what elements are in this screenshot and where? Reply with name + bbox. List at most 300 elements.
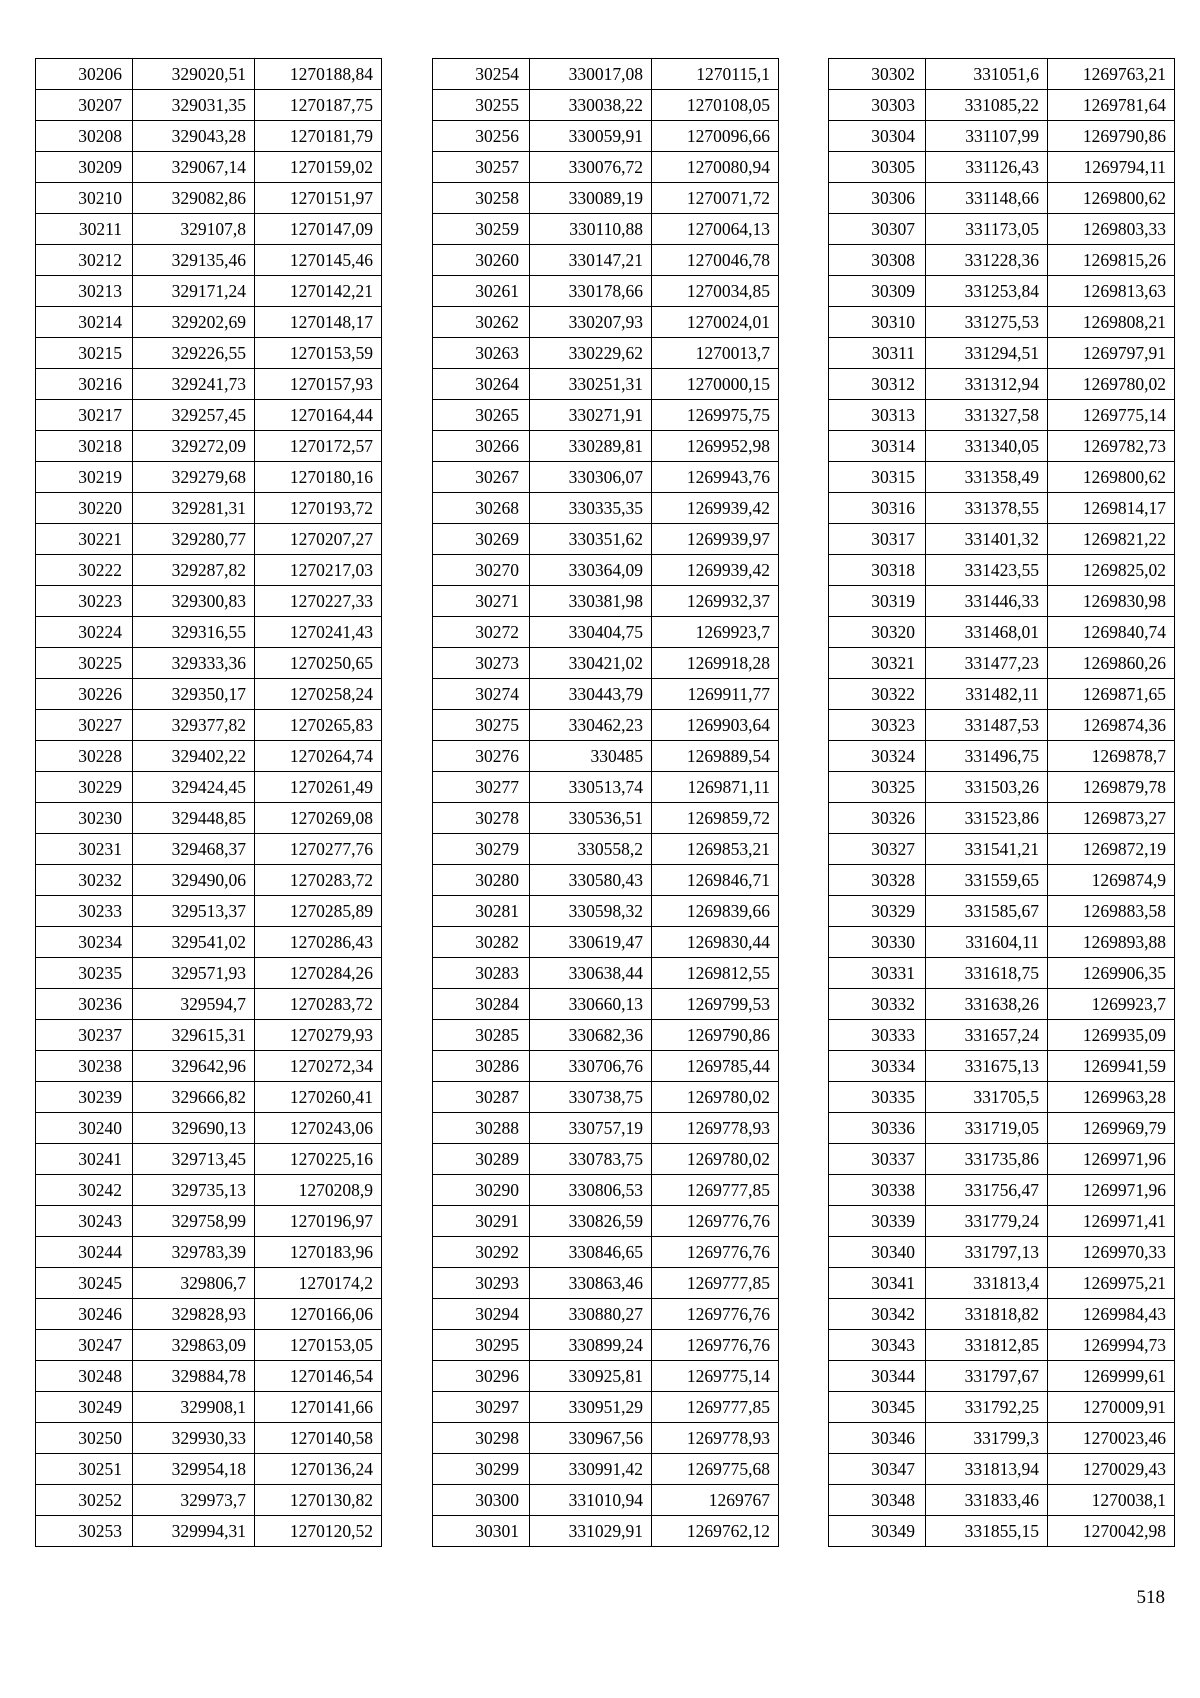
y-coordinate-cell: 1270269,08 <box>255 803 382 834</box>
table-row <box>433 1144 779 1175</box>
point-number-cell: 30344 <box>829 1361 926 1392</box>
x-coordinate-cell: 331275,53 <box>926 307 1048 338</box>
table-row <box>829 834 1175 865</box>
point-number-cell: 30231 <box>36 834 133 865</box>
table-row <box>829 493 1175 524</box>
point-number-cell: 30261 <box>433 276 530 307</box>
y-coordinate-cell: 1270115,1 <box>652 59 779 90</box>
table-row <box>433 1113 779 1144</box>
x-coordinate-cell: 331051,6 <box>926 59 1048 90</box>
point-number-cell: 30249 <box>36 1392 133 1423</box>
x-coordinate-cell: 329333,36 <box>133 648 255 679</box>
x-coordinate-cell: 330178,66 <box>530 276 652 307</box>
point-number-cell: 30303 <box>829 90 926 121</box>
x-coordinate-cell: 329257,45 <box>133 400 255 431</box>
table-row <box>36 369 382 400</box>
point-number-cell: 30242 <box>36 1175 133 1206</box>
table-row <box>829 462 1175 493</box>
table-row <box>433 1330 779 1361</box>
table-row <box>36 307 382 338</box>
table-row <box>36 1268 382 1299</box>
table-row <box>829 245 1175 276</box>
y-coordinate-cell: 1269778,93 <box>652 1113 779 1144</box>
table-row <box>829 1113 1175 1144</box>
x-coordinate-cell: 329031,35 <box>133 90 255 121</box>
y-coordinate-cell: 1270174,2 <box>255 1268 382 1299</box>
point-number-cell: 30308 <box>829 245 926 276</box>
x-coordinate-cell: 330880,27 <box>530 1299 652 1330</box>
x-coordinate-cell: 329377,82 <box>133 710 255 741</box>
table-row <box>36 59 382 90</box>
point-number-cell: 30335 <box>829 1082 926 1113</box>
y-coordinate-cell: 1269879,78 <box>1048 772 1175 803</box>
y-coordinate-cell: 1270187,75 <box>255 90 382 121</box>
table-row <box>36 1206 382 1237</box>
y-coordinate-cell: 1270153,59 <box>255 338 382 369</box>
x-coordinate-cell: 331010,94 <box>530 1485 652 1516</box>
table-row <box>829 1020 1175 1051</box>
y-coordinate-cell: 1270013,7 <box>652 338 779 369</box>
table-row <box>36 1113 382 1144</box>
x-coordinate-cell: 330038,22 <box>530 90 652 121</box>
point-number-cell: 30291 <box>433 1206 530 1237</box>
table-row <box>36 1454 382 1485</box>
x-coordinate-cell: 330251,31 <box>530 369 652 400</box>
table-row <box>829 90 1175 121</box>
table-row <box>829 1144 1175 1175</box>
y-coordinate-cell: 1270024,01 <box>652 307 779 338</box>
y-coordinate-cell: 1269830,44 <box>652 927 779 958</box>
y-coordinate-cell: 1269860,26 <box>1048 648 1175 679</box>
x-coordinate-cell: 331228,36 <box>926 245 1048 276</box>
point-number-cell: 30217 <box>36 400 133 431</box>
point-number-cell: 30276 <box>433 741 530 772</box>
y-coordinate-cell: 1270258,24 <box>255 679 382 710</box>
table-row <box>36 1237 382 1268</box>
table-row <box>829 400 1175 431</box>
table-row <box>433 1516 779 1547</box>
y-coordinate-cell: 1270145,46 <box>255 245 382 276</box>
point-number-cell: 30244 <box>36 1237 133 1268</box>
point-number-cell: 30285 <box>433 1020 530 1051</box>
table-row <box>36 400 382 431</box>
x-coordinate-cell: 330783,75 <box>530 1144 652 1175</box>
y-coordinate-cell: 1269782,73 <box>1048 431 1175 462</box>
x-coordinate-cell: 331487,53 <box>926 710 1048 741</box>
table-row <box>829 958 1175 989</box>
table-row <box>433 1175 779 1206</box>
y-coordinate-cell: 1270000,15 <box>652 369 779 400</box>
x-coordinate-cell: 329828,93 <box>133 1299 255 1330</box>
point-number-cell: 30338 <box>829 1175 926 1206</box>
point-number-cell: 30230 <box>36 803 133 834</box>
x-coordinate-cell: 330076,72 <box>530 152 652 183</box>
x-coordinate-cell: 331446,33 <box>926 586 1048 617</box>
y-coordinate-cell: 1270009,91 <box>1048 1392 1175 1423</box>
y-coordinate-cell: 1269893,88 <box>1048 927 1175 958</box>
y-coordinate-cell: 1269939,42 <box>652 555 779 586</box>
y-coordinate-cell: 1270038,1 <box>1048 1485 1175 1516</box>
y-coordinate-cell: 1270180,16 <box>255 462 382 493</box>
x-coordinate-cell: 329642,96 <box>133 1051 255 1082</box>
point-number-cell: 30277 <box>433 772 530 803</box>
x-coordinate-cell: 329402,22 <box>133 741 255 772</box>
point-number-cell: 30226 <box>36 679 133 710</box>
point-number-cell: 30271 <box>433 586 530 617</box>
table-row <box>829 1206 1175 1237</box>
x-coordinate-cell: 330147,21 <box>530 245 652 276</box>
x-coordinate-cell: 329272,09 <box>133 431 255 462</box>
y-coordinate-cell: 1269883,58 <box>1048 896 1175 927</box>
coordinates-table-1 <box>35 58 382 1547</box>
y-coordinate-cell: 1270243,06 <box>255 1113 382 1144</box>
table-row <box>36 927 382 958</box>
point-number-cell: 30296 <box>433 1361 530 1392</box>
table-row <box>433 679 779 710</box>
y-coordinate-cell: 1270146,54 <box>255 1361 382 1392</box>
point-number-cell: 30255 <box>433 90 530 121</box>
x-coordinate-cell: 331719,05 <box>926 1113 1048 1144</box>
point-number-cell: 30336 <box>829 1113 926 1144</box>
x-coordinate-cell: 329043,28 <box>133 121 255 152</box>
table-row <box>433 1082 779 1113</box>
y-coordinate-cell: 1269790,86 <box>1048 121 1175 152</box>
x-coordinate-cell: 331735,86 <box>926 1144 1048 1175</box>
point-number-cell: 30323 <box>829 710 926 741</box>
y-coordinate-cell: 1269830,98 <box>1048 586 1175 617</box>
point-number-cell: 30307 <box>829 214 926 245</box>
point-number-cell: 30334 <box>829 1051 926 1082</box>
x-coordinate-cell: 330598,32 <box>530 896 652 927</box>
x-coordinate-cell: 331327,58 <box>926 400 1048 431</box>
x-coordinate-cell: 329135,46 <box>133 245 255 276</box>
table-row <box>36 493 382 524</box>
table-row <box>36 121 382 152</box>
y-coordinate-cell: 1269963,28 <box>1048 1082 1175 1113</box>
table-row <box>433 586 779 617</box>
table-row <box>36 1144 382 1175</box>
point-number-cell: 30325 <box>829 772 926 803</box>
point-number-cell: 30235 <box>36 958 133 989</box>
x-coordinate-cell: 329202,69 <box>133 307 255 338</box>
y-coordinate-cell: 1269778,93 <box>652 1423 779 1454</box>
table-row <box>433 307 779 338</box>
point-number-cell: 30348 <box>829 1485 926 1516</box>
point-number-cell: 30239 <box>36 1082 133 1113</box>
x-coordinate-cell: 329541,02 <box>133 927 255 958</box>
x-coordinate-cell: 330967,56 <box>530 1423 652 1454</box>
y-coordinate-cell: 1270193,72 <box>255 493 382 524</box>
point-number-cell: 30232 <box>36 865 133 896</box>
x-coordinate-cell: 329513,37 <box>133 896 255 927</box>
x-coordinate-cell: 330513,74 <box>530 772 652 803</box>
x-coordinate-cell: 331855,15 <box>926 1516 1048 1547</box>
point-number-cell: 30298 <box>433 1423 530 1454</box>
x-coordinate-cell: 331523,86 <box>926 803 1048 834</box>
point-number-cell: 30268 <box>433 493 530 524</box>
y-coordinate-cell: 1270071,72 <box>652 183 779 214</box>
y-coordinate-cell: 1269906,35 <box>1048 958 1175 989</box>
table-row <box>829 121 1175 152</box>
point-number-cell: 30264 <box>433 369 530 400</box>
point-number-cell: 30222 <box>36 555 133 586</box>
y-coordinate-cell: 1270029,43 <box>1048 1454 1175 1485</box>
table-row <box>829 555 1175 586</box>
point-number-cell: 30221 <box>36 524 133 555</box>
x-coordinate-cell: 331253,84 <box>926 276 1048 307</box>
x-coordinate-cell: 330110,88 <box>530 214 652 245</box>
x-coordinate-cell: 331482,11 <box>926 679 1048 710</box>
y-coordinate-cell: 1270261,49 <box>255 772 382 803</box>
point-number-cell: 30207 <box>36 90 133 121</box>
x-coordinate-cell: 331604,11 <box>926 927 1048 958</box>
x-coordinate-cell: 331294,51 <box>926 338 1048 369</box>
x-coordinate-cell: 331657,24 <box>926 1020 1048 1051</box>
y-coordinate-cell: 1269775,14 <box>1048 400 1175 431</box>
x-coordinate-cell: 331496,75 <box>926 741 1048 772</box>
x-coordinate-cell: 329666,82 <box>133 1082 255 1113</box>
y-coordinate-cell: 1270207,27 <box>255 524 382 555</box>
table-row <box>433 183 779 214</box>
x-coordinate-cell: 331675,13 <box>926 1051 1048 1082</box>
point-number-cell: 30282 <box>433 927 530 958</box>
y-coordinate-cell: 1270181,79 <box>255 121 382 152</box>
y-coordinate-cell: 1269767 <box>652 1485 779 1516</box>
table-row <box>829 338 1175 369</box>
y-coordinate-cell: 1269775,68 <box>652 1454 779 1485</box>
point-number-cell: 30248 <box>36 1361 133 1392</box>
x-coordinate-cell: 330335,35 <box>530 493 652 524</box>
y-coordinate-cell: 1269814,17 <box>1048 493 1175 524</box>
point-number-cell: 30218 <box>36 431 133 462</box>
table-row <box>433 1485 779 1516</box>
x-coordinate-cell: 329287,82 <box>133 555 255 586</box>
table-row <box>829 927 1175 958</box>
table-row <box>829 1299 1175 1330</box>
x-coordinate-cell: 329954,18 <box>133 1454 255 1485</box>
table-row <box>36 1020 382 1051</box>
x-coordinate-cell: 329350,17 <box>133 679 255 710</box>
table-row <box>433 59 779 90</box>
point-number-cell: 30279 <box>433 834 530 865</box>
y-coordinate-cell: 1269952,98 <box>652 431 779 462</box>
table-row <box>36 834 382 865</box>
table-row <box>829 1361 1175 1392</box>
point-number-cell: 30306 <box>829 183 926 214</box>
point-number-cell: 30328 <box>829 865 926 896</box>
page-number: 518 <box>1136 1587 1165 1608</box>
table-row <box>829 1516 1175 1547</box>
table-row <box>36 679 382 710</box>
point-number-cell: 30212 <box>36 245 133 276</box>
table-row <box>36 803 382 834</box>
table-row <box>36 865 382 896</box>
point-number-cell: 30246 <box>36 1299 133 1330</box>
y-coordinate-cell: 1270023,46 <box>1048 1423 1175 1454</box>
y-coordinate-cell: 1269825,02 <box>1048 555 1175 586</box>
table-row <box>433 369 779 400</box>
y-coordinate-cell: 1269763,21 <box>1048 59 1175 90</box>
table-row <box>829 710 1175 741</box>
x-coordinate-cell: 330229,62 <box>530 338 652 369</box>
table-row <box>433 152 779 183</box>
x-coordinate-cell: 329994,31 <box>133 1516 255 1547</box>
x-coordinate-cell: 329279,68 <box>133 462 255 493</box>
point-number-cell: 30314 <box>829 431 926 462</box>
x-coordinate-cell: 331833,46 <box>926 1485 1048 1516</box>
y-coordinate-cell: 1270283,72 <box>255 865 382 896</box>
x-coordinate-cell: 330059,91 <box>530 121 652 152</box>
table-row <box>829 1082 1175 1113</box>
point-number-cell: 30266 <box>433 431 530 462</box>
point-number-cell: 30269 <box>433 524 530 555</box>
table-row <box>36 276 382 307</box>
y-coordinate-cell: 1270141,66 <box>255 1392 382 1423</box>
y-coordinate-cell: 1269799,53 <box>652 989 779 1020</box>
x-coordinate-cell: 330682,36 <box>530 1020 652 1051</box>
y-coordinate-cell: 1270042,98 <box>1048 1516 1175 1547</box>
table-row <box>36 772 382 803</box>
table-row <box>433 338 779 369</box>
x-coordinate-cell: 329571,93 <box>133 958 255 989</box>
x-coordinate-cell: 329300,83 <box>133 586 255 617</box>
y-coordinate-cell: 1269775,14 <box>652 1361 779 1392</box>
y-coordinate-cell: 1270153,05 <box>255 1330 382 1361</box>
table-row <box>36 431 382 462</box>
point-number-cell: 30280 <box>433 865 530 896</box>
table-row <box>433 1020 779 1051</box>
x-coordinate-cell: 331340,05 <box>926 431 1048 462</box>
y-coordinate-cell: 1269812,55 <box>652 958 779 989</box>
y-coordinate-cell: 1269939,42 <box>652 493 779 524</box>
x-coordinate-cell: 330757,19 <box>530 1113 652 1144</box>
y-coordinate-cell: 1270120,52 <box>255 1516 382 1547</box>
point-number-cell: 30295 <box>433 1330 530 1361</box>
table-row <box>433 710 779 741</box>
y-coordinate-cell: 1269873,27 <box>1048 803 1175 834</box>
point-number-cell: 30304 <box>829 121 926 152</box>
point-number-cell: 30251 <box>36 1454 133 1485</box>
table-row <box>433 1268 779 1299</box>
table-row <box>829 1051 1175 1082</box>
y-coordinate-cell: 1269971,96 <box>1048 1175 1175 1206</box>
point-number-cell: 30263 <box>433 338 530 369</box>
x-coordinate-cell: 331779,24 <box>926 1206 1048 1237</box>
x-coordinate-cell: 331756,47 <box>926 1175 1048 1206</box>
point-number-cell: 30283 <box>433 958 530 989</box>
y-coordinate-cell: 1269874,36 <box>1048 710 1175 741</box>
y-coordinate-cell: 1270148,17 <box>255 307 382 338</box>
y-coordinate-cell: 1269975,21 <box>1048 1268 1175 1299</box>
table-row <box>433 400 779 431</box>
point-number-cell: 30267 <box>433 462 530 493</box>
point-number-cell: 30312 <box>829 369 926 400</box>
table-row <box>433 1423 779 1454</box>
y-coordinate-cell: 1269871,65 <box>1048 679 1175 710</box>
y-coordinate-cell: 1269994,73 <box>1048 1330 1175 1361</box>
y-coordinate-cell: 1270046,78 <box>652 245 779 276</box>
point-number-cell: 30209 <box>36 152 133 183</box>
point-number-cell: 30321 <box>829 648 926 679</box>
x-coordinate-cell: 330289,81 <box>530 431 652 462</box>
table-row <box>829 524 1175 555</box>
y-coordinate-cell: 1270188,84 <box>255 59 382 90</box>
point-number-cell: 30281 <box>433 896 530 927</box>
table-row <box>36 1175 382 1206</box>
y-coordinate-cell: 1270225,16 <box>255 1144 382 1175</box>
x-coordinate-cell: 330207,93 <box>530 307 652 338</box>
x-coordinate-cell: 329735,13 <box>133 1175 255 1206</box>
table-row <box>433 276 779 307</box>
point-number-cell: 30322 <box>829 679 926 710</box>
table-row <box>433 927 779 958</box>
x-coordinate-cell: 329082,86 <box>133 183 255 214</box>
x-coordinate-cell: 331312,94 <box>926 369 1048 400</box>
table-row <box>433 1299 779 1330</box>
point-number-cell: 30254 <box>433 59 530 90</box>
point-number-cell: 30275 <box>433 710 530 741</box>
y-coordinate-cell: 1270140,58 <box>255 1423 382 1454</box>
x-coordinate-cell: 331618,75 <box>926 958 1048 989</box>
point-number-cell: 30345 <box>829 1392 926 1423</box>
y-coordinate-cell: 1269776,76 <box>652 1206 779 1237</box>
x-coordinate-cell: 330271,91 <box>530 400 652 431</box>
y-coordinate-cell: 1269975,75 <box>652 400 779 431</box>
y-coordinate-cell: 1270034,85 <box>652 276 779 307</box>
y-coordinate-cell: 1270159,02 <box>255 152 382 183</box>
table-row <box>36 90 382 121</box>
table-row <box>36 245 382 276</box>
table-row <box>36 1423 382 1454</box>
table-row <box>829 214 1175 245</box>
x-coordinate-cell: 331477,23 <box>926 648 1048 679</box>
y-coordinate-cell: 1269790,86 <box>652 1020 779 1051</box>
x-coordinate-cell: 330826,59 <box>530 1206 652 1237</box>
point-number-cell: 30318 <box>829 555 926 586</box>
point-number-cell: 30337 <box>829 1144 926 1175</box>
point-number-cell: 30327 <box>829 834 926 865</box>
table-row <box>36 1299 382 1330</box>
x-coordinate-cell: 329448,85 <box>133 803 255 834</box>
table-row <box>433 834 779 865</box>
x-coordinate-cell: 331148,66 <box>926 183 1048 214</box>
table-row <box>433 1361 779 1392</box>
table-row <box>433 555 779 586</box>
y-coordinate-cell: 1269970,33 <box>1048 1237 1175 1268</box>
point-number-cell: 30220 <box>36 493 133 524</box>
point-number-cell: 30346 <box>829 1423 926 1454</box>
coordinates-table-2 <box>432 58 779 1547</box>
point-number-cell: 30290 <box>433 1175 530 1206</box>
point-number-cell: 30237 <box>36 1020 133 1051</box>
point-number-cell: 30225 <box>36 648 133 679</box>
y-coordinate-cell: 1269776,76 <box>652 1330 779 1361</box>
point-number-cell: 30224 <box>36 617 133 648</box>
x-coordinate-cell: 330619,47 <box>530 927 652 958</box>
y-coordinate-cell: 1269923,7 <box>1048 989 1175 1020</box>
x-coordinate-cell: 329468,37 <box>133 834 255 865</box>
table-row <box>433 90 779 121</box>
table-row <box>433 896 779 927</box>
table-row <box>433 524 779 555</box>
table-row <box>433 462 779 493</box>
y-coordinate-cell: 1269781,64 <box>1048 90 1175 121</box>
x-coordinate-cell: 331818,82 <box>926 1299 1048 1330</box>
x-coordinate-cell: 330580,43 <box>530 865 652 896</box>
y-coordinate-cell: 1269941,59 <box>1048 1051 1175 1082</box>
point-number-cell: 30349 <box>829 1516 926 1547</box>
x-coordinate-cell: 330806,53 <box>530 1175 652 1206</box>
